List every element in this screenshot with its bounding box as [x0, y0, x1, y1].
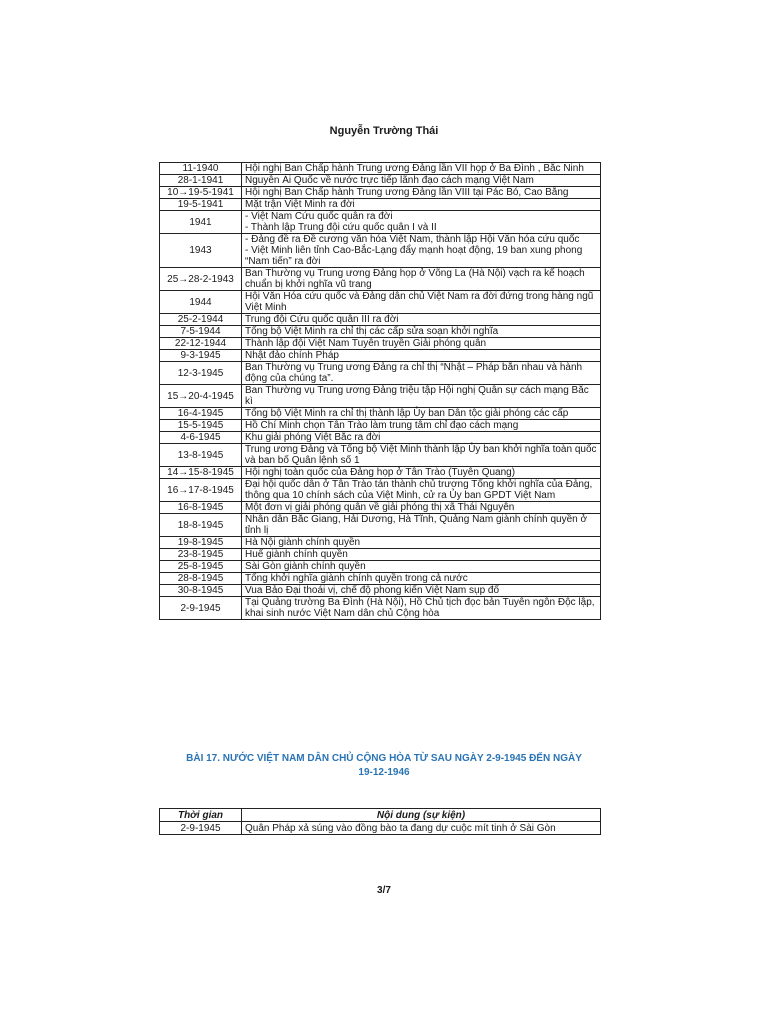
table-row [160, 314, 601, 326]
row-date: 7-5-1944 [160, 326, 242, 338]
row-content-line: Hội nghị Ban Chấp hành Trung ương Đảng lần VII họp ở Ba Đình , Bắc Ninh [245, 163, 584, 174]
row-date: 14→15-8-1945 [160, 467, 242, 479]
row-content: Quân Pháp xả súng vào đồng bào ta đang dự cuộc mít tinh ở Sài Gòn [242, 822, 601, 835]
row-date: 30-8-1945 [160, 585, 242, 597]
table-row [160, 234, 601, 268]
row-content-line: Trung ương Đảng và Tổng bộ Việt Minh thành lập Ủy ban khởi nghĩa toàn quốc và ban bố Quân lệnh số 1 [245, 444, 597, 466]
row-content-line: Nguyễn Ái Quốc về nước trực tiếp lãnh đạo cách mạng Việt Nam [245, 175, 534, 186]
table-header-row [160, 809, 601, 822]
row-date: 23-8-1945 [160, 549, 242, 561]
row-date: 10→19-5-1941 [160, 187, 242, 199]
row-content [242, 502, 601, 514]
row-content-line: Nhật đảo chính Pháp [245, 350, 339, 361]
table-row [160, 479, 601, 502]
table-row [160, 822, 601, 835]
lesson-title-line1: BÀI 17. NƯỚC VIỆT NAM DÂN CHỦ CỘNG HÒA TỪ SAU NGÀY 2-9-1945 ĐẾN NGÀY [186, 753, 582, 764]
row-date: 16-8-1945 [160, 502, 242, 514]
row-date: 22-12-1944 [160, 338, 242, 350]
row-content [242, 479, 601, 502]
row-content [242, 362, 601, 385]
row-content-line: - Đảng đề ra Đề cương văn hóa Việt Nam, thành lập Hội Văn hóa cứu quốc [245, 234, 580, 245]
row-date: 16-4-1945 [160, 408, 242, 420]
table-row [160, 585, 601, 597]
row-content-line: Huế giành chính quyền [245, 549, 348, 560]
table-row [160, 362, 601, 385]
row-content-line: Tại Quảng trường Ba Đình (Hà Nội), Hồ Chủ tịch đọc bản Tuyên ngôn Độc lập, khai sinh nước Việt Nam dân chủ Cộng hòa [245, 597, 595, 619]
row-content-line: Ban Thường vụ Trung ương Đảng triệu tập Hội nghị Quân sự cách mạng Bắc kì [245, 385, 589, 407]
table-row [160, 268, 601, 291]
row-content [242, 408, 601, 420]
table-row [160, 561, 601, 573]
row-content-line: Hội Văn Hóa cứu quốc và Đảng dân chủ Việt Nam ra đời đứng trong hàng ngũ Việt Minh [245, 291, 594, 313]
row-content [242, 187, 601, 199]
row-date: 16→17-8-1945 [160, 479, 242, 502]
row-content [242, 514, 601, 537]
page-number: 3/7 [377, 885, 391, 896]
row-date: 2-9-1945 [160, 822, 242, 835]
row-content [242, 234, 601, 268]
row-date: 15-5-1945 [160, 420, 242, 432]
row-date: 12-3-1945 [160, 362, 242, 385]
row-date: 18-8-1945 [160, 514, 242, 537]
row-date: 1943 [160, 234, 242, 268]
table-row [160, 338, 601, 350]
header-content: Nội dung (sự kiện) [242, 809, 601, 822]
table-row [160, 444, 601, 467]
table-row [160, 199, 601, 211]
row-content-line: - Thành lập Trung đội cứu quốc quân I và II [245, 222, 437, 233]
row-content [242, 561, 601, 573]
row-date: 2-9-1945 [160, 597, 242, 620]
row-content-line: Hội nghị toàn quốc của Đảng họp ở Tân Trào (Tuyên Quang) [245, 467, 516, 478]
table-row [160, 467, 601, 479]
row-content [242, 585, 601, 597]
row-date: 28-1-1941 [160, 175, 242, 187]
row-content [242, 385, 601, 408]
row-content [242, 314, 601, 326]
table-row [160, 408, 601, 420]
table-row [160, 326, 601, 338]
row-date: 9-3-1945 [160, 350, 242, 362]
row-content [242, 537, 601, 549]
row-content [242, 211, 601, 234]
row-date: 4-6-1945 [160, 432, 242, 444]
table-row [160, 350, 601, 362]
row-content [242, 338, 601, 350]
table-row [160, 549, 601, 561]
row-content-line: Ban Thường vụ Trung ương Đảng họp ở Võng La (Hà Nội) vạch ra kế hoạch chuẩn bị khởi nghĩa vũ trang [245, 268, 585, 290]
row-content [242, 199, 601, 211]
row-content [242, 291, 601, 314]
row-content-line: Ban Thường vụ Trung ương Đảng ra chỉ thị “Nhật – Pháp bắn nhau và hành động của chúng ta”. [245, 362, 583, 384]
table-row [160, 163, 601, 175]
row-content-line: Nhân dân Bắc Giang, Hải Dương, Hà Tĩnh, Quảng Nam giành chính quyền ở tỉnh lị [245, 514, 588, 536]
row-content [242, 432, 601, 444]
table-row [160, 432, 601, 444]
row-date: 1941 [160, 211, 242, 234]
author-name: Nguyễn Trường Thái [329, 125, 439, 137]
row-content-line: Thành lập đội Việt Nam Tuyên truyền Giải phóng quân [245, 338, 487, 349]
table-row [160, 573, 601, 585]
row-content-line: Hà Nội giành chính quyền [245, 537, 361, 548]
row-content-line: Sài Gòn giành chính quyền [245, 561, 366, 572]
row-date: 19-8-1945 [160, 537, 242, 549]
row-content-line: Trung đội Cứu quốc quân III ra đời [245, 314, 399, 325]
row-content-line: Tổng bộ Việt Minh ra chỉ thị thành lập Ủy ban Dân tộc giải phóng các cấp [245, 408, 569, 419]
table-row [160, 211, 601, 234]
row-content-line: Vua Bảo Đại thoái vị, chế độ phong kiến Việt Nam sụp đổ [245, 585, 500, 596]
row-date: 11-1940 [160, 163, 242, 175]
row-content-line: Khu giải phóng Việt Bắc ra đời [245, 432, 381, 443]
row-content-line: Tổng bộ Việt Minh ra chỉ thị các cấp sửa soạn khởi nghĩa [245, 326, 499, 337]
row-content-line: - Việt Nam Cứu quốc quân ra đời [245, 211, 393, 222]
row-date: 25→28-2-1943 [160, 268, 242, 291]
row-content [242, 326, 601, 338]
table-row [160, 597, 601, 620]
lesson-title [0, 752, 768, 780]
header-time: Thời gian [160, 809, 242, 822]
table-row [160, 175, 601, 187]
table-row [160, 385, 601, 408]
row-content-line: Đại hội quốc dân ở Tân Trào tán thành chủ trương Tổng khởi nghĩa của Đảng, thông qua 10 chính sách của Việt Minh, cử ra Ủy ban GPDT Việt Nam [245, 479, 593, 501]
table-row [160, 420, 601, 432]
row-content-line: Tổng khởi nghĩa giành chính quyền trong cả nước [245, 573, 468, 584]
row-content [242, 163, 601, 175]
row-date: 19-5-1941 [160, 199, 242, 211]
row-content-line: - Việt Minh liên tỉnh Cao-Bắc-Lạng đẩy mạnh hoạt động, 19 ban xung phong “Nam tiến” ra đời [245, 245, 583, 267]
row-content-line: Hội nghị Ban Chấp hành Trung ương Đảng lần VIII tại Pác Bó, Cao Bằng [245, 187, 569, 198]
table-row [160, 514, 601, 537]
table-row [160, 187, 601, 199]
row-date: 25-8-1945 [160, 561, 242, 573]
row-date: 15→20-4-1945 [160, 385, 242, 408]
lesson17-table [159, 808, 601, 835]
row-content-line: Một đơn vị giải phóng quân về giải phóng thị xã Thái Nguyên [245, 502, 515, 513]
table-row [160, 537, 601, 549]
row-content [242, 573, 601, 585]
table-row [160, 502, 601, 514]
row-content [242, 268, 601, 291]
row-content [242, 350, 601, 362]
row-content [242, 175, 601, 187]
row-date: 13-8-1945 [160, 444, 242, 467]
row-content-line: Mặt trận Việt Minh ra đời [245, 199, 355, 210]
table-row [160, 291, 601, 314]
row-content [242, 597, 601, 620]
lesson-title-line2: 19-12-1946 [358, 767, 410, 778]
row-content-line: Hồ Chí Minh chọn Tân Trào làm trung tâm chỉ đạo cách mạng [245, 420, 519, 431]
row-content [242, 444, 601, 467]
row-content [242, 467, 601, 479]
timeline-table [159, 162, 601, 620]
row-content [242, 549, 601, 561]
row-date: 1944 [160, 291, 242, 314]
row-date: 25-2-1944 [160, 314, 242, 326]
row-date: 28-8-1945 [160, 573, 242, 585]
row-content [242, 420, 601, 432]
